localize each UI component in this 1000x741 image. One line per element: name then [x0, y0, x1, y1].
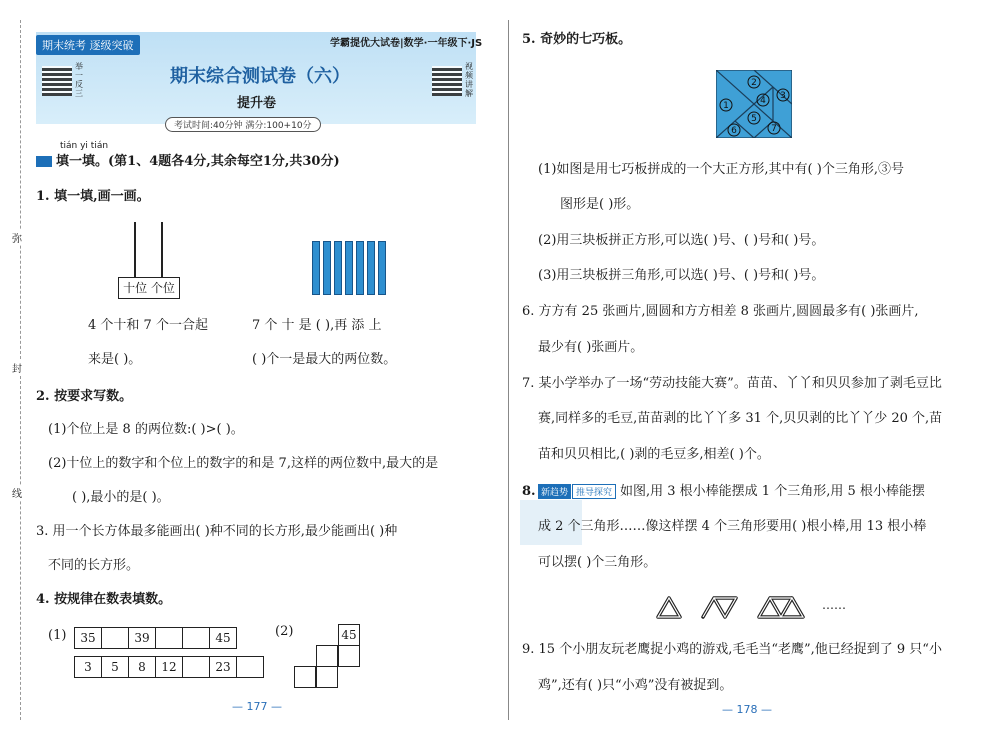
q5-part3: (3)用三块板拼三角形,可以选( )号、( )号和( )号。 — [538, 268, 825, 283]
row2-cell[interactable]: 3 — [74, 656, 102, 678]
row1-cell[interactable] — [182, 627, 210, 649]
question-7-line2: 赛,同样多的毛豆,苗苗剥的比丫丫多 31 个,贝贝剥的比丫丫少 20 个,苗 — [538, 411, 943, 426]
stick-bundle — [345, 241, 353, 295]
tangram-figure — [716, 70, 792, 138]
abacus-rod-ones — [161, 222, 163, 277]
series-name: 学霸提优大试卷|数学·一年级下·JS — [330, 38, 483, 49]
stick-bundle — [378, 241, 386, 295]
exam-subtitle: 提升卷 — [237, 96, 277, 111]
stick-bundle — [312, 241, 320, 295]
question-7-line3: 苗和贝贝相比,( )剥的毛豆多,相差( )个。 — [538, 447, 770, 462]
stick-bundle — [334, 241, 342, 295]
question-3-line1: 3. 用一个长方体最多能画出( )种不同的长方形,最少能画出( )种 — [36, 524, 398, 539]
row1-cell[interactable]: 39 — [128, 627, 156, 649]
section-mark — [36, 156, 52, 167]
row1-cell[interactable] — [155, 627, 183, 649]
row2-cell[interactable]: 12 — [155, 656, 183, 678]
page-number-left: — 177 — — [232, 700, 282, 713]
question-8-line3: 可以摆( )个三角形。 — [538, 555, 657, 570]
page-number-right: — 178 — — [722, 703, 772, 716]
question-8-line1: 如图,用 3 根小棒能摆成 1 个三角形,用 5 根小棒能摆 — [620, 484, 925, 499]
row2-cell[interactable] — [236, 656, 264, 678]
question-9-line2: 鸡”,还有( )只“小鸡”没有被捉到。 — [538, 678, 733, 693]
row1-cell[interactable]: 35 — [74, 627, 102, 649]
qr-left-label: 举一反三 — [75, 62, 83, 98]
abacus-rod-tens — [134, 222, 136, 277]
q1-a-line1: 4 个十和 7 个一合起 — [88, 318, 208, 333]
question-5: 5. 奇妙的七巧板。 — [522, 32, 632, 47]
stick-bundle — [367, 241, 375, 295]
stair-cell[interactable] — [294, 666, 316, 688]
q5-part1-line1: (1)如图是用七巧板拼成的一个大正方形,其中有( )个三角形,③号 — [538, 162, 904, 177]
q1-b-line2: ( )个一是最大的两位数。 — [252, 352, 397, 367]
number-row-1 — [75, 627, 237, 649]
page-divider — [508, 20, 509, 720]
q2-part1: (1)个位上是 8 的两位数:( )>( )。 — [48, 422, 244, 437]
qr-code-right — [432, 66, 462, 96]
question-3-line2: 不同的长方形。 — [48, 558, 140, 573]
question-7-line1: 7. 某小学举办了一场“劳动技能大赛”。苗苗、丫丫和贝贝参加了剥毛豆比 — [522, 376, 942, 391]
q8-tag-explore: 推导探究 — [572, 484, 616, 499]
pinyin-hint: tián yi tián — [60, 141, 109, 151]
question-1: 1. 填一填,画一画。 — [36, 189, 150, 204]
number-row-2 — [75, 656, 264, 678]
seal-mark-3: 线 — [12, 485, 22, 500]
qr-code-left — [42, 66, 72, 96]
pattern-ellipsis: …… — [822, 598, 846, 612]
stick-bundle — [356, 241, 364, 295]
row2-cell[interactable]: 5 — [101, 656, 129, 678]
abacus-label: 十位 个位 — [118, 277, 180, 299]
stick-bundle — [323, 241, 331, 295]
tangram-label: 6 — [731, 126, 737, 136]
stair-cell[interactable] — [316, 666, 338, 688]
question-8-number: 8. — [522, 484, 536, 499]
q5-part2: (2)用三块板拼正方形,可以选( )号、( )号和( )号。 — [538, 233, 825, 248]
q1-b-line1: 7 个 十 是 ( ),再 添 上 — [252, 318, 382, 333]
exam-meta: 考试时间:40分钟 满分:100+10分 — [165, 117, 321, 132]
tangram-label: 2 — [751, 78, 757, 88]
question-9-line1: 9. 15 个小朋友玩老鹰捉小鸡的游戏,毛毛当“老鹰”,他已经捉到了 9 只“小 — [522, 642, 942, 657]
q4-part1-label: (1) — [48, 628, 67, 643]
stair-cell[interactable] — [338, 645, 360, 667]
triangle-stick-pattern — [655, 594, 815, 620]
question-6-line1: 6. 方方有 25 张画片,圆圆和方方相差 8 张画片,圆圆最多有( )张画片, — [522, 304, 919, 319]
question-6-line2: 最少有( )张画片。 — [538, 340, 644, 355]
q8-tag-trend: 新趋势 — [538, 484, 571, 499]
section-text: 填一填。(第1、4题各4分,其余每空1分,共30分) — [56, 154, 340, 169]
q1-a-line2: 来是( )。 — [88, 352, 142, 367]
qr-right-label: 视频讲解 — [465, 62, 473, 98]
row1-cell[interactable]: 45 — [209, 627, 237, 649]
series-tag: 期末统考 逐级突破 — [36, 35, 140, 55]
row2-cell[interactable]: 23 — [209, 656, 237, 678]
exam-title: 期末综合测试卷（六） — [170, 66, 350, 87]
seal-mark-1: 弥 — [12, 230, 22, 245]
question-8-line2: 成 2 个三角形……像这样摆 4 个三角形要用( )根小棒,用 13 根小棒 — [538, 519, 927, 534]
question-2: 2. 按要求写数。 — [36, 389, 133, 404]
row1-cell[interactable] — [101, 627, 129, 649]
seal-mark-2: 封 — [12, 360, 22, 375]
row2-cell[interactable]: 8 — [128, 656, 156, 678]
tangram-label: 4 — [760, 96, 766, 106]
stair-cell-top[interactable]: 45 — [338, 624, 360, 646]
q2-part2: (2)十位上的数字和个位上的数字的和是 7,这样的两位数中,最大的是 — [48, 456, 439, 471]
row2-cell[interactable] — [182, 656, 210, 678]
question-4: 4. 按规律在数表填数。 — [36, 592, 172, 607]
section-heading — [36, 152, 340, 172]
tangram-label: 3 — [780, 91, 786, 101]
tangram-label: 1 — [723, 101, 729, 111]
tangram-label: 5 — [751, 114, 757, 124]
q2-part2b: ( ),最小的是( )。 — [72, 490, 170, 505]
stair-cell[interactable] — [316, 645, 338, 667]
tangram-label: 7 — [771, 124, 777, 134]
q4-part2-label: (2) — [275, 624, 294, 639]
q5-part1-line2: 图形是( )形。 — [560, 197, 640, 212]
